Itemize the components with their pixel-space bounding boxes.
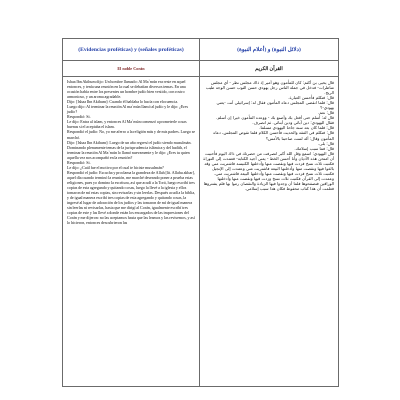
arabic-paragraph: قال: فتكلم فأحسن العبارة. xyxy=(288,95,334,101)
spanish-paragraph: Le dijo: Entra al islam, y entonces Al Ma`mún comenzó a prometerle cosas buenas si el aceptaba el islam. xyxy=(67,119,187,130)
arabic-paragraph: قال: فما سبب إسلامك. xyxy=(294,145,334,151)
spanish-paragraph: Dijo: [Ishaa Ibn Akthum]: Luego de un año regresó el judío siendo musulmán. xyxy=(67,139,192,145)
arabic-text-column xyxy=(200,77,339,387)
spanish-paragraph: Respondió: Si. xyxy=(67,159,91,165)
subheader-row xyxy=(63,61,339,77)
header-spanish-title: (Evidencias proféticas) y (señales proféticas) xyxy=(63,39,200,61)
spanish-paragraph: Luego dijo: Al terminar la reunión Al ma`mún llamó al judío y le dijo: ¿Eres judío? xyxy=(67,104,189,115)
spanish-paragraph: Dominando plenamente temas de la jurisprudencia islámica y del hadith, el terminar la reunión Al Ma`mún lo llamó nuevamente y le dijo: ¿Eres tu quien aquella vez nos acompañó en la reunión? xyxy=(67,144,190,160)
arabic-paragraph: قال: فلما كان بعد سنة جاءنا اليهودي مسلما. xyxy=(259,125,334,131)
arabic-paragraph: قال اليهودي: اسمع وقل الله أكبر انصرفت من حضرتك في ذاك اليوم فأحببت أن امتحن هذه الأديان وأنا أحسن الخط - يعني أجيد الكتابة- فعمدت إلى التوراة فكتبت ثلاث نسخ فزدت فيها ونقصت منها وأدخلتها الكنيسة فاشتريت مني وقد بالغوا فيها ونقصت منها وأدخلتها البيعة فاشتريت مني وعمدت إلى الإنجيل فكتبت ثلاث نسخ فزدت فيها ونقصت منها وأدخلتها البيعة فاشتريت مني، وعمدت إلى القرآن فكتبت ثلاث نسخ وزدت فيها ونقصت منها وأدخلتها الوراقين فتصفحوها فلما أن وجدوا فيها الزيادة والنقصان رموا بها فلم يشتروها فعلمت أن هذا كتاب محفوظ فكان هذا سبب إسلامي. xyxy=(203,150,334,191)
spanish-paragraph: Le dijo: ¿Cuál fue el motivo por el cual te hiciste musulmán? xyxy=(67,164,164,170)
spanish-paragraph: Dijo: [Ishaa Ibn Akthum]: Cuando él hablaba lo hacía con elocuencia. xyxy=(67,99,179,105)
arabic-paragraph: قال له: أسلم حتى أفعل بك وأصنع بك - ووعده المأمون خيرا إن أسلم. xyxy=(216,115,334,121)
spanish-text-column xyxy=(63,77,200,387)
spanish-paragraph: Respondió el judío: Escucha y proclama la grandeza de Allah [lit. Allahu akbar], aquel día cuando terminó la reunión, me marché deseando poner a prueba estas religiones, pues yo domino la escritura, así que acudí a la Torá, luego escribí tres copias de esta agregando y quitando cosas, luego la llevé a la iglesia y ellos tomaron de mí estas copias, sin revisarlas y sin leerlas. Después acudí a la biblia, y de igual manera escribí tres copias de esta agregando y quitando cosas, la ingresé al lugar de adoración de los judíos y las tomaron de mí de igual manera sin leerlas ni revisarlas, hasta que me dirigí al Corán, igualmente escribí tres copias de este y las llevé a donde están los encargados de las impresiones del Corán y me dijeron: no las aceptamos hasta que las leamos y las revisemos, y así lo hicieron, entonces descubrieron las xyxy=(67,169,196,226)
content-row xyxy=(63,77,339,387)
arabic-paragraph: قال يحيى بن أكثم: كان للمأمون وهو أمير إذ ذاك مجلس نظر - أي مجلس مناظرات- فدخل في جملة الناس رجل يهودي حسن الثوب حسن الوجه طيب الريح. xyxy=(205,80,334,96)
spanish-paragraph: Respondió: Si. xyxy=(67,114,91,120)
subheader-arabic: القرآن الكريم xyxy=(200,61,339,77)
document-page xyxy=(62,38,338,386)
spanish-paragraph: Ishaa Ibn Akthum dijo: Un hombre llamado: Al Ma`mún era reste en aquel entonces, y tenía una reunión en la cual se debatían diversos temas. En una ocasión había entre los presentes un hombre judío bien vestido, con rostro armonioso, y un aroma agradable. xyxy=(67,79,186,100)
header-row xyxy=(63,39,339,61)
arabic-paragraph: قال: نعم. xyxy=(318,110,334,116)
header-arabic-title: (دلائل النبوة) و (أعلام النبوة) xyxy=(200,39,339,61)
comparison-table xyxy=(62,38,339,387)
arabic-paragraph: قال: فلما انقضى المجلس دعاه المأمون فقال له: إسرائيلي أنت -يعني يهودي-؟ xyxy=(216,100,334,111)
arabic-paragraph: قال: بلى. xyxy=(317,140,334,146)
spanish-paragraph: Respondió el judío: No, yo me aferro a la religión más y de mis padres. Luego se marchó. xyxy=(67,129,196,140)
subheader-spanish: El noble Corán xyxy=(63,61,200,77)
arabic-paragraph: قال: فتكلم في الفقه والحديث فأحسن الكلام فلما تقوض المجلس، دعاه المأمون وقال: أله لست صاحبنا بالأمس؟ xyxy=(213,130,334,141)
arabic-paragraph: فقال اليهودي: دين آبائي ودين أبنائي. ثم انصرف. xyxy=(252,120,334,126)
